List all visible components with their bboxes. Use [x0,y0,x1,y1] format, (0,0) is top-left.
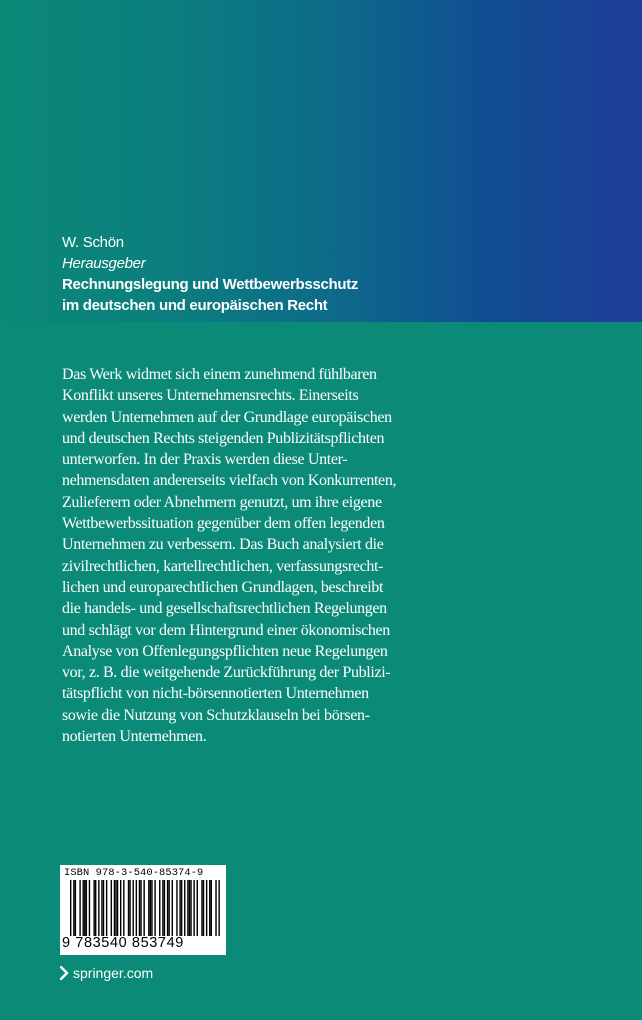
publisher-url: springer.com [73,965,154,981]
editor-role: Herausgeber [62,255,146,272]
blurb-line: Konflikt unseres Unternehmensrechts. Einerseits [62,387,359,405]
isbn-label: ISBN 978-3-540-85374-9 [64,867,204,879]
blurb-line: Das Werk widmet sich einem zunehmend fühlbaren [62,366,377,383]
blurb-line: und schlägt vor dem Hintergrund einer ökonomischen [62,621,390,639]
blurb-line: notierten Unternehmen. [62,728,207,746]
blurb-line: vor, z. B. die weitgehende Zurückführung der Publizi- [62,664,391,682]
blurb-line: unterworfen. In der Praxis werden diese Unter- [62,451,348,469]
blurb-line: werden Unternehmen auf der Grundlage europäischen [62,408,392,426]
blurb-line: die handels- und gesellschaftsrechtlichen Regelungen [62,600,387,618]
blurb-line: Wettbewerbssituation gegenüber dem offen legenden [62,515,385,533]
blurb-line: sowie die Nutzung von Schutzklauseln bei börsen- [62,706,370,724]
book-title-line-1: Rechnungslegung und Wettbewerbsschutz [62,276,359,293]
blurb-text [62,364,582,747]
blurb-line: zivilrechtlichen, kartellrechtlichen, verfassungsrecht- [62,557,384,575]
book-title-line-2: im deutschen und europäischen Recht [62,297,328,314]
blurb-line: Zulieferern oder Abnehmern genutzt, um ihre eigene [62,493,382,511]
blurb-line: nehmensdaten andererseits vielfach von Konkurrenten, [62,472,397,490]
barcode-bars [70,880,220,936]
isbn-barcode [60,865,226,955]
blurb-line: lichen und europarechtlichen Grundlagen, beschreibt [62,578,384,596]
ean-digits: 9 783540 853749 [62,935,184,951]
chevron-right-icon [60,966,69,980]
blurb-line: Analyse von Offenlegungspflichten neue Regelungen [62,642,388,660]
blurb-line: und deutschen Rechts steigenden Publizitätspflichten [62,429,385,447]
publisher-link[interactable] [60,965,153,981]
blurb-line: tätspflicht von nicht-börsennotierten Unternehmen [62,685,369,703]
blurb-line: Unternehmen zu verbessern. Das Buch analysiert die [62,536,384,554]
author-name: W. Schön [62,234,124,251]
book-info [62,232,358,316]
